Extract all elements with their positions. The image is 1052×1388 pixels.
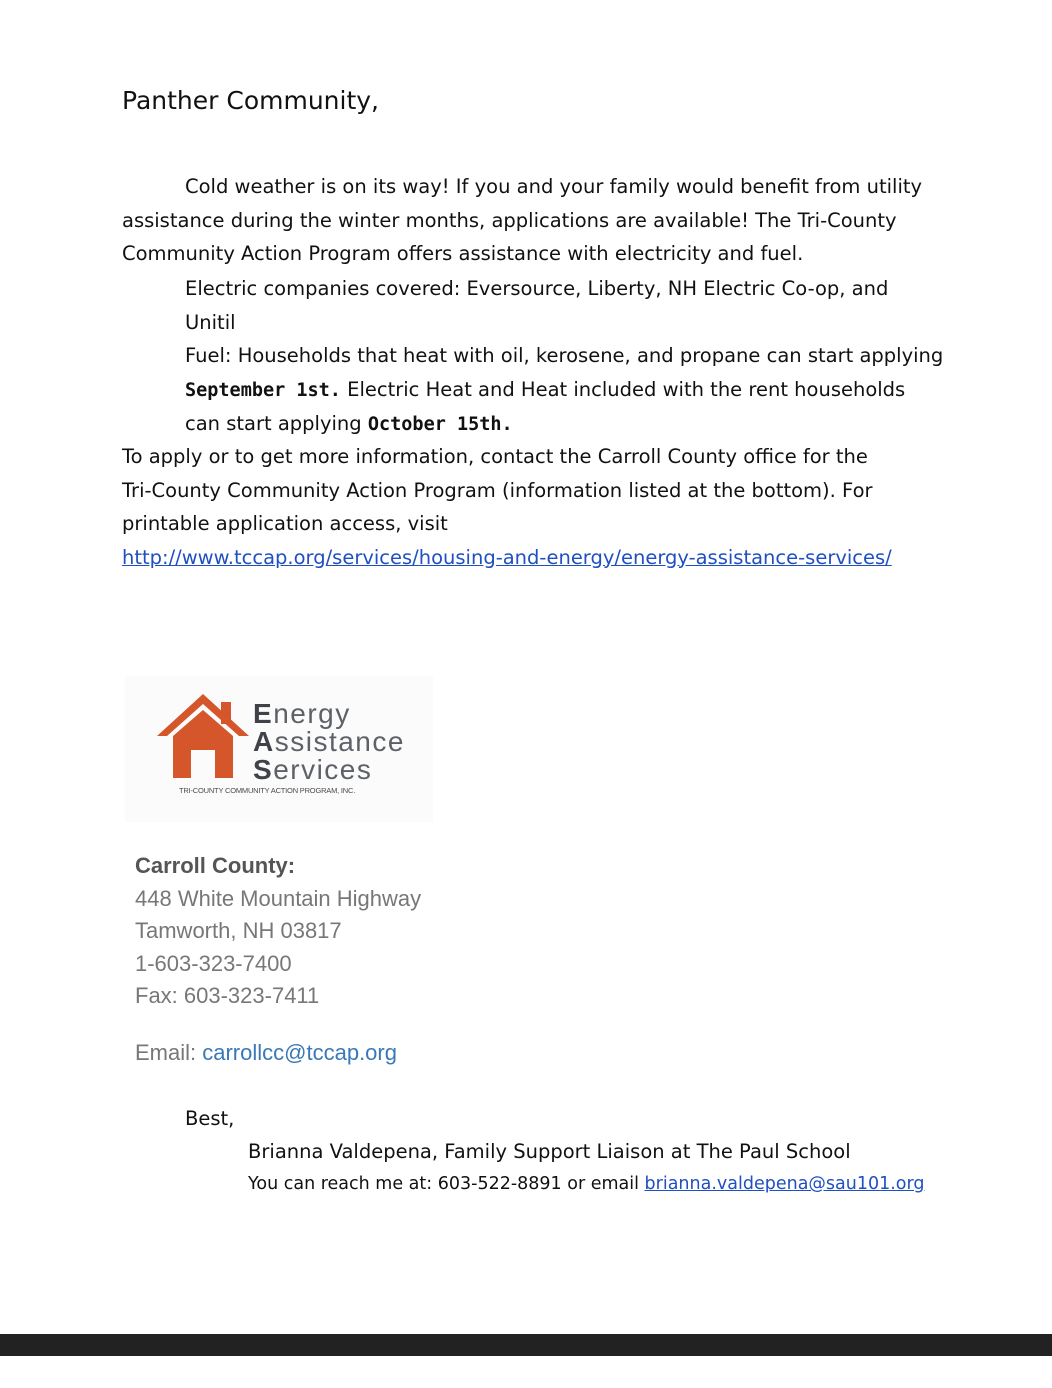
apply-line: Tri-County Community Action Program (information listed at the bottom). For xyxy=(122,478,873,502)
intro-line: Community Action Program offers assistance with electricity and fuel. xyxy=(122,242,804,265)
signature-email-link[interactable]: brianna.valdepena@sau101.org xyxy=(644,1174,925,1194)
contact-fax: Fax: 603-323-7411 xyxy=(135,983,320,1008)
fuel-date-october: October 15th. xyxy=(367,414,513,435)
contact-heading: Carroll County: xyxy=(135,853,296,878)
logo-word-assistance: Assistance xyxy=(253,726,405,757)
intro-paragraph xyxy=(122,170,952,271)
apply-link-line xyxy=(122,541,962,575)
coverage-details xyxy=(185,272,955,442)
contact-block xyxy=(135,850,421,1013)
contact-email-link[interactable]: carrollcc@tccap.org xyxy=(202,1040,397,1065)
application-link[interactable]: http://www.tccap.org/services/housing-and-energy/energy-assistance-services/ xyxy=(122,545,892,569)
apply-line: printable application access, visit xyxy=(122,512,448,535)
apply-line: To apply or to get more information, contact the Carroll County office for the xyxy=(122,445,868,468)
fuel-text: Electric Heat and Heat included with the rent households xyxy=(340,377,906,401)
bottom-bar xyxy=(0,1334,1052,1356)
logo-wordmark xyxy=(253,700,405,784)
contact-phone: 1-603-323-7400 xyxy=(135,950,292,976)
logo-word-services: Services xyxy=(253,754,373,785)
house-icon xyxy=(155,692,251,782)
fuel-line xyxy=(185,407,955,442)
email-label: Email: xyxy=(135,1040,203,1065)
fuel-line xyxy=(185,373,955,408)
intro-line: assistance during the winter months, applications are available! The Tri-County xyxy=(122,208,897,232)
logo-word-energy: Energy xyxy=(253,698,351,729)
fuel-line xyxy=(185,339,955,373)
electric-companies-line: Electric companies covered: Eversource, Liberty, NH Electric Co-op, and xyxy=(185,277,889,300)
contact-address-line: 448 White Mountain Highway xyxy=(135,885,422,911)
signature-contact-text: You can reach me at: 603-522-8891 or email xyxy=(248,1174,645,1194)
signature-contact xyxy=(248,1168,925,1202)
energy-assistance-logo xyxy=(125,676,433,822)
logo-subtitle: TRI-COUNTY COMMUNITY ACTION PROGRAM, INC. xyxy=(179,786,356,795)
contact-email-line xyxy=(135,1040,397,1066)
intro-line: Cold weather is on its way! If you and your family would benefit from utility xyxy=(185,175,923,198)
fuel-text: can start applying xyxy=(185,412,368,435)
apply-paragraph xyxy=(122,440,962,574)
fuel-text: Fuel: Households that heat with oil, kerosene, and propane can start applying xyxy=(185,344,944,367)
fuel-date-september: September 1st. xyxy=(185,379,341,401)
signature-name: Brianna Valdepena, Family Support Liaison at The Paul School xyxy=(248,1140,851,1163)
contact-address-line: Tamworth, NH 03817 xyxy=(135,918,342,943)
greeting: Panther Community, xyxy=(122,86,380,115)
electric-companies-line: Unitil xyxy=(185,310,236,334)
closing: Best, xyxy=(185,1107,235,1130)
